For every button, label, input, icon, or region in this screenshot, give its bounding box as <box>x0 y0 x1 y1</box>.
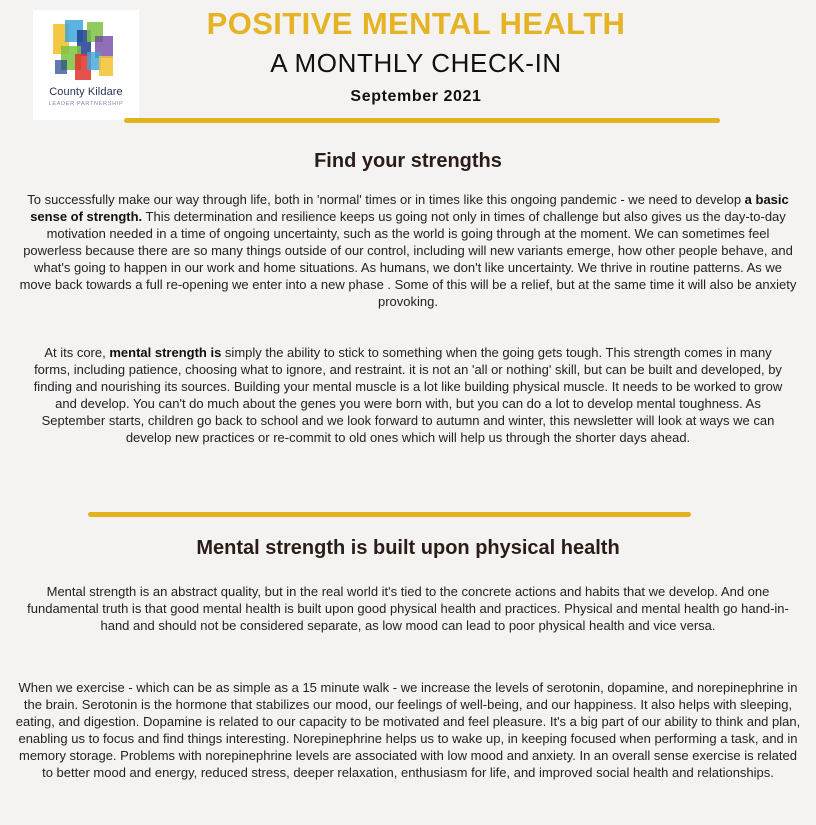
strengths-paragraph-2 <box>28 344 788 446</box>
newsletter-subtitle: A MONTHLY CHECK-IN <box>270 48 562 78</box>
text-run: simply the ability to stick to something when the going gets tough. This strength comes in many forms, including patience, choosing what to ignore, and restraint. it is not an 'all or nothing' skill, but can be built and developed, by finding and nourishing its sources. Building your mental muscle is a lot like building physical muscle. It needs to be worked to grow and develop. You can't do much about the genes you were born with, but you can do a lot to develop mental toughness. As September starts, children go back to school and we look forward to autumn and winter, this newsletter will look at ways we can develop new practices or re-commit to old ones which will help us through the shorter days ahead. <box>33 345 783 445</box>
physical-health-paragraph-2: When we exercise - which can be as simple as a 15 minute walk - we increase the levels of serotonin, dopamine, and norepinephrine in the brain. Serotonin is the hormone that stabilizes our mood, our feelings of well-being, and our happiness. It also helps with sleeping, eating, and digestion. Dopamine is related to our capacity to be motivated and feel pleasure. It's a big part of our ability to think and plan, enabling us to focus and find things interesting. Norepinephrine helps us to wake up, in keeping focused when performing a task, and in memory storage. Problems with norepinephrine levels are associated with low mood and anxiety. In an overall sense exercise is related to better mood and energy, reduced stress, deeper relaxation, enthusiasm for life, and improved social health and relationships. <box>15 680 801 780</box>
text-run: To successfully make our way through life, both in 'normal' times or in times like this ongoing pandemic - we need to develop <box>27 192 745 207</box>
divider-top <box>124 118 720 123</box>
issue-date: September 2021 <box>350 88 482 105</box>
strengths-paragraph-1 <box>18 191 798 310</box>
logo-subtitle: LEADER PARTNERSHIP <box>48 101 124 107</box>
bold-phrase: a basic sense of strength. <box>30 192 789 224</box>
text-run: At its core, <box>44 345 110 360</box>
physical-health-paragraph-1: Mental strength is an abstract quality, but in the real world it's tied to the concrete actions and habits that we develop. And one fundamental truth is that good mental health is built upon good physical health and practices. Physical and mental health go hand-in-hand and should not be considered separate, as low mood can lead to poor physical health and vice versa. <box>27 584 789 633</box>
newsletter-title: POSITIVE MENTAL HEALTH <box>206 6 626 41</box>
section-heading-strengths: Find your strengths <box>314 150 502 172</box>
logo-mark-icon <box>47 16 125 84</box>
text-run: This determination and resilience keeps us going not only in times of challenge but also gives us the day-to-day motivation needed in a time of ongoing uncertainty, such as the world is going through at the moment. We can sometimes feel powerless because there are so many things outside of our control, including will new variants emerge, how other people behave, and what's going to happen in our work and home situations. As humans, we don't like uncertainty. We thrive in routine patterns. As we move back towards a full re-opening we enter into a new phase . Some of this will be a relief, but at the same time it will also be anxiety provoking. <box>19 209 797 309</box>
bold-phrase: mental strength is <box>109 345 222 360</box>
section-heading-physical-health: Mental strength is built upon physical health <box>196 537 620 559</box>
logo-name: County Kildare <box>49 86 123 98</box>
divider-middle <box>88 512 691 517</box>
logo <box>33 10 139 120</box>
